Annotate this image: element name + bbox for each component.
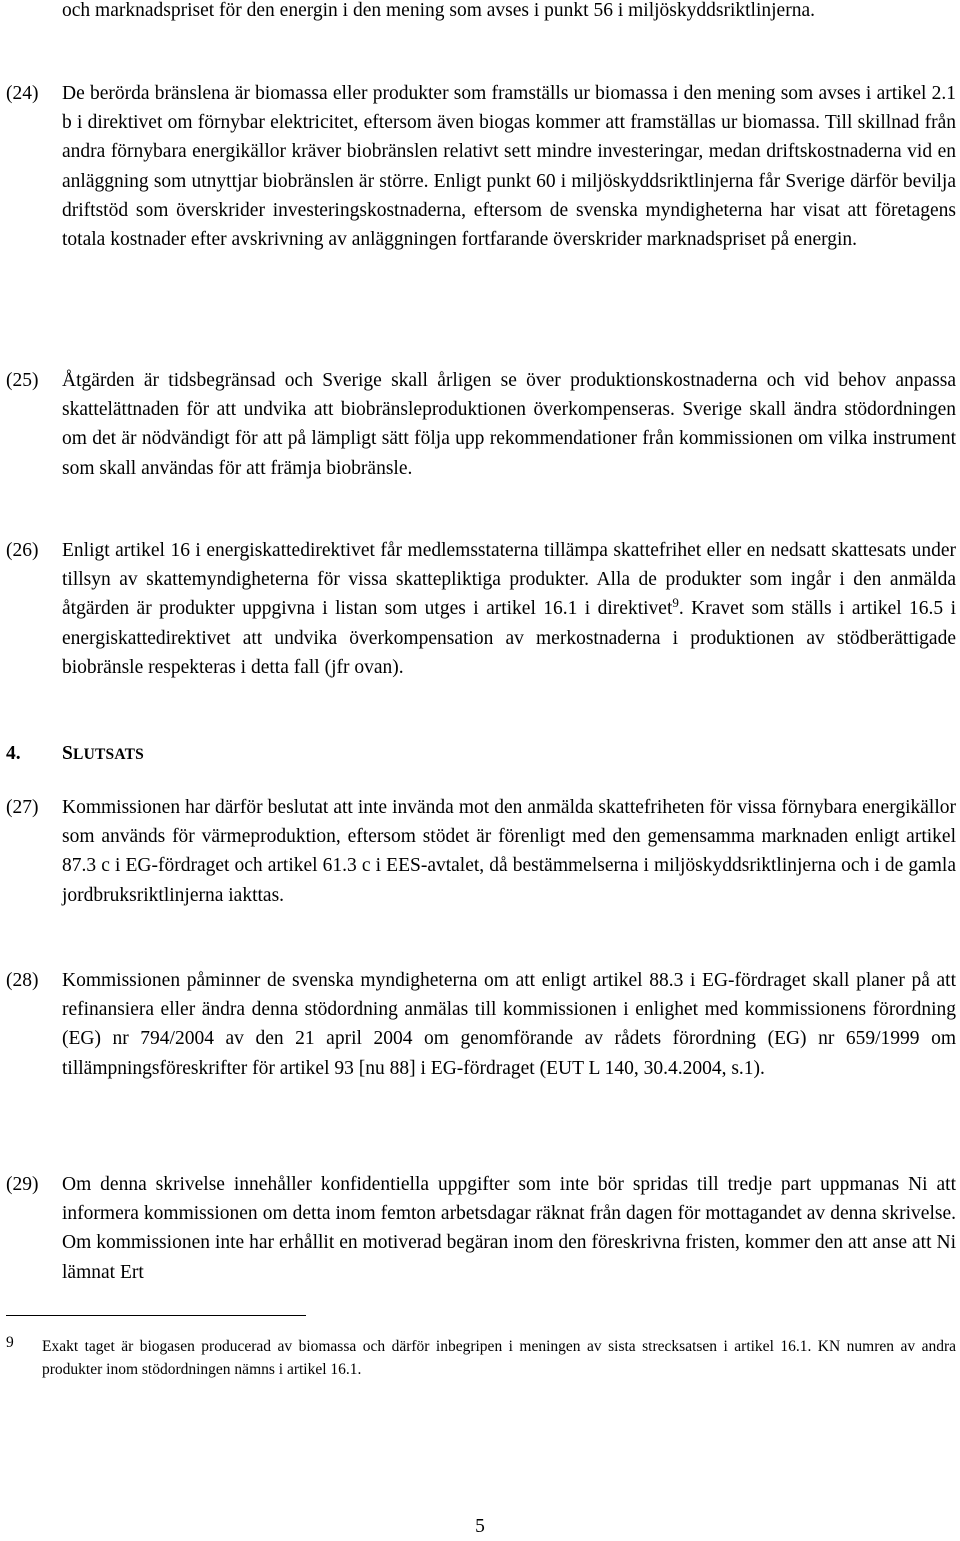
footnote-separator [6,1315,306,1316]
footnote-reference: 9 [672,595,679,611]
page-number: 5 [475,1516,485,1537]
paragraph-28: Kommissionen påminner de svenska myndigheterna om att enligt artikel 88.3 i EG-fördraget skall planer på att refinansiera eller ändra denna stödordning anmälas till kommissionen i enlighet med kommissionens förordning (EG) nr 794/2004 av den 21 april 2004 om genomförande av rådets förordning (EG) nr 659/1999 om tillämpningsföreskrifter för artikel 93 [nu 88] i EG-fördraget (EUT L 140, 30.4.2004, s.1). [62,970,956,1079]
paragraph-number-24: (24) [6,83,39,104]
paragraph-26 [62,536,956,682]
paragraph-29: Om denna skrivelse innehåller konfidentiella uppgifter som inte bör spridas till tredje part uppmanas Ni att informera kommissionen om detta inom femton arbetsdagar räknat från dagen för mottagandet av denna skrivelse. Om kommissionen inte har erhållit en motiverad begäran inom den föreskrivna fristen, kommer den att anse att Ni lämnat Ert [62,1174,956,1283]
paragraph-number-27: (27) [6,797,39,818]
section-number: 4. [6,743,21,764]
continuation-text: och marknadspriset för den energin i den mening som avses i punkt 56 i miljöskyddsriktlinjerna. [62,0,815,21]
footnote-text: Exakt taget är biogasen producerad av biomassa och därför inbegripen i meningen av sista strecksatsen i artikel 16.1. KN numren av andra produkter inom stödordningen nämns i artikel 16.1. [42,1338,956,1378]
section-title-initial: S [62,743,74,764]
paragraph-number-25: (25) [6,370,39,391]
section-title [62,739,144,769]
paragraph-25: Åtgärden är tidsbegränsad och Sverige skall årligen se över produktionskostnaderna och vid behov anpassa skattelättnaden för att undvika att biobränsleproduktionen överkompenseras. Sverige skall ändra stödordningen om det är nödvändigt för att på lämpligt sätt följa upp rekommendationer från kommissionen om vilka instrument som skall användas för att främja biobränsle. [62,370,956,479]
paragraph-27: Kommissionen har därför beslutat att inte invända mot den anmälda skattefriheten för vissa förnybara energikällor som används för värmeproduktion, eftersom stödet är förenligt med den gemensamma marknaden enligt artikel 87.3 c i EG-fördraget och artikel 61.3 c i EES-avtalet, då bestämmelserna i miljöskyddsriktlinjerna och i de gamla jordbruksriktlinjerna iakttas. [62,797,956,906]
paragraph-number-28: (28) [6,970,39,991]
paragraph-number-26: (26) [6,540,39,561]
paragraph-24: De berörda bränslena är biomassa eller produkter som framställs ur biomassa i den mening som avses i artikel 2.1 b i direktivet om förnybar elektricitet, eftersom även biogas kommer att framställas ur biomassa. Till skillnad från andra förnybara energikällor kräver biobränslen relativt sett mindre investeringar, medan driftskostnaderna vid en anläggning som utnyttjar biobränslen är större. Enligt punkt 60 i miljöskyddsriktlinjerna får Sverige därför bevilja driftstöd som överskrider investeringskostnaderna, eftersom de svenska myndigheterna har visat att företagens totala kostnader efter avskrivning av anläggningen fortfarande överskrider marknadspriset på energin. [62,83,956,251]
footnote-number: 9 [6,1334,14,1351]
paragraph-number-29: (29) [6,1174,39,1195]
section-title-rest: LUTSATS [73,746,144,763]
paragraph-26-text-a: Enligt artikel 16 i energiskattedirektivet får medlemsstaterna tillämpa skattefrihet eller en nedsatt skattesats under tillsyn av skattemyndigheterna för vissa skattepliktiga produkter. Alla de produkter som ingår i den anmälda åtgärden är produkter uppgivna i listan som utges i artikel 16.1 i direktivet [62,540,956,620]
paragraph-26-text-b: . Kravet som ställs i artikel 16.5 i energiskattedirektivet att undvika överkompensation av merkostnaderna i produktionen av stödberättigade biobränsle respekteras i detta fall (jfr ovan). [62,598,956,678]
